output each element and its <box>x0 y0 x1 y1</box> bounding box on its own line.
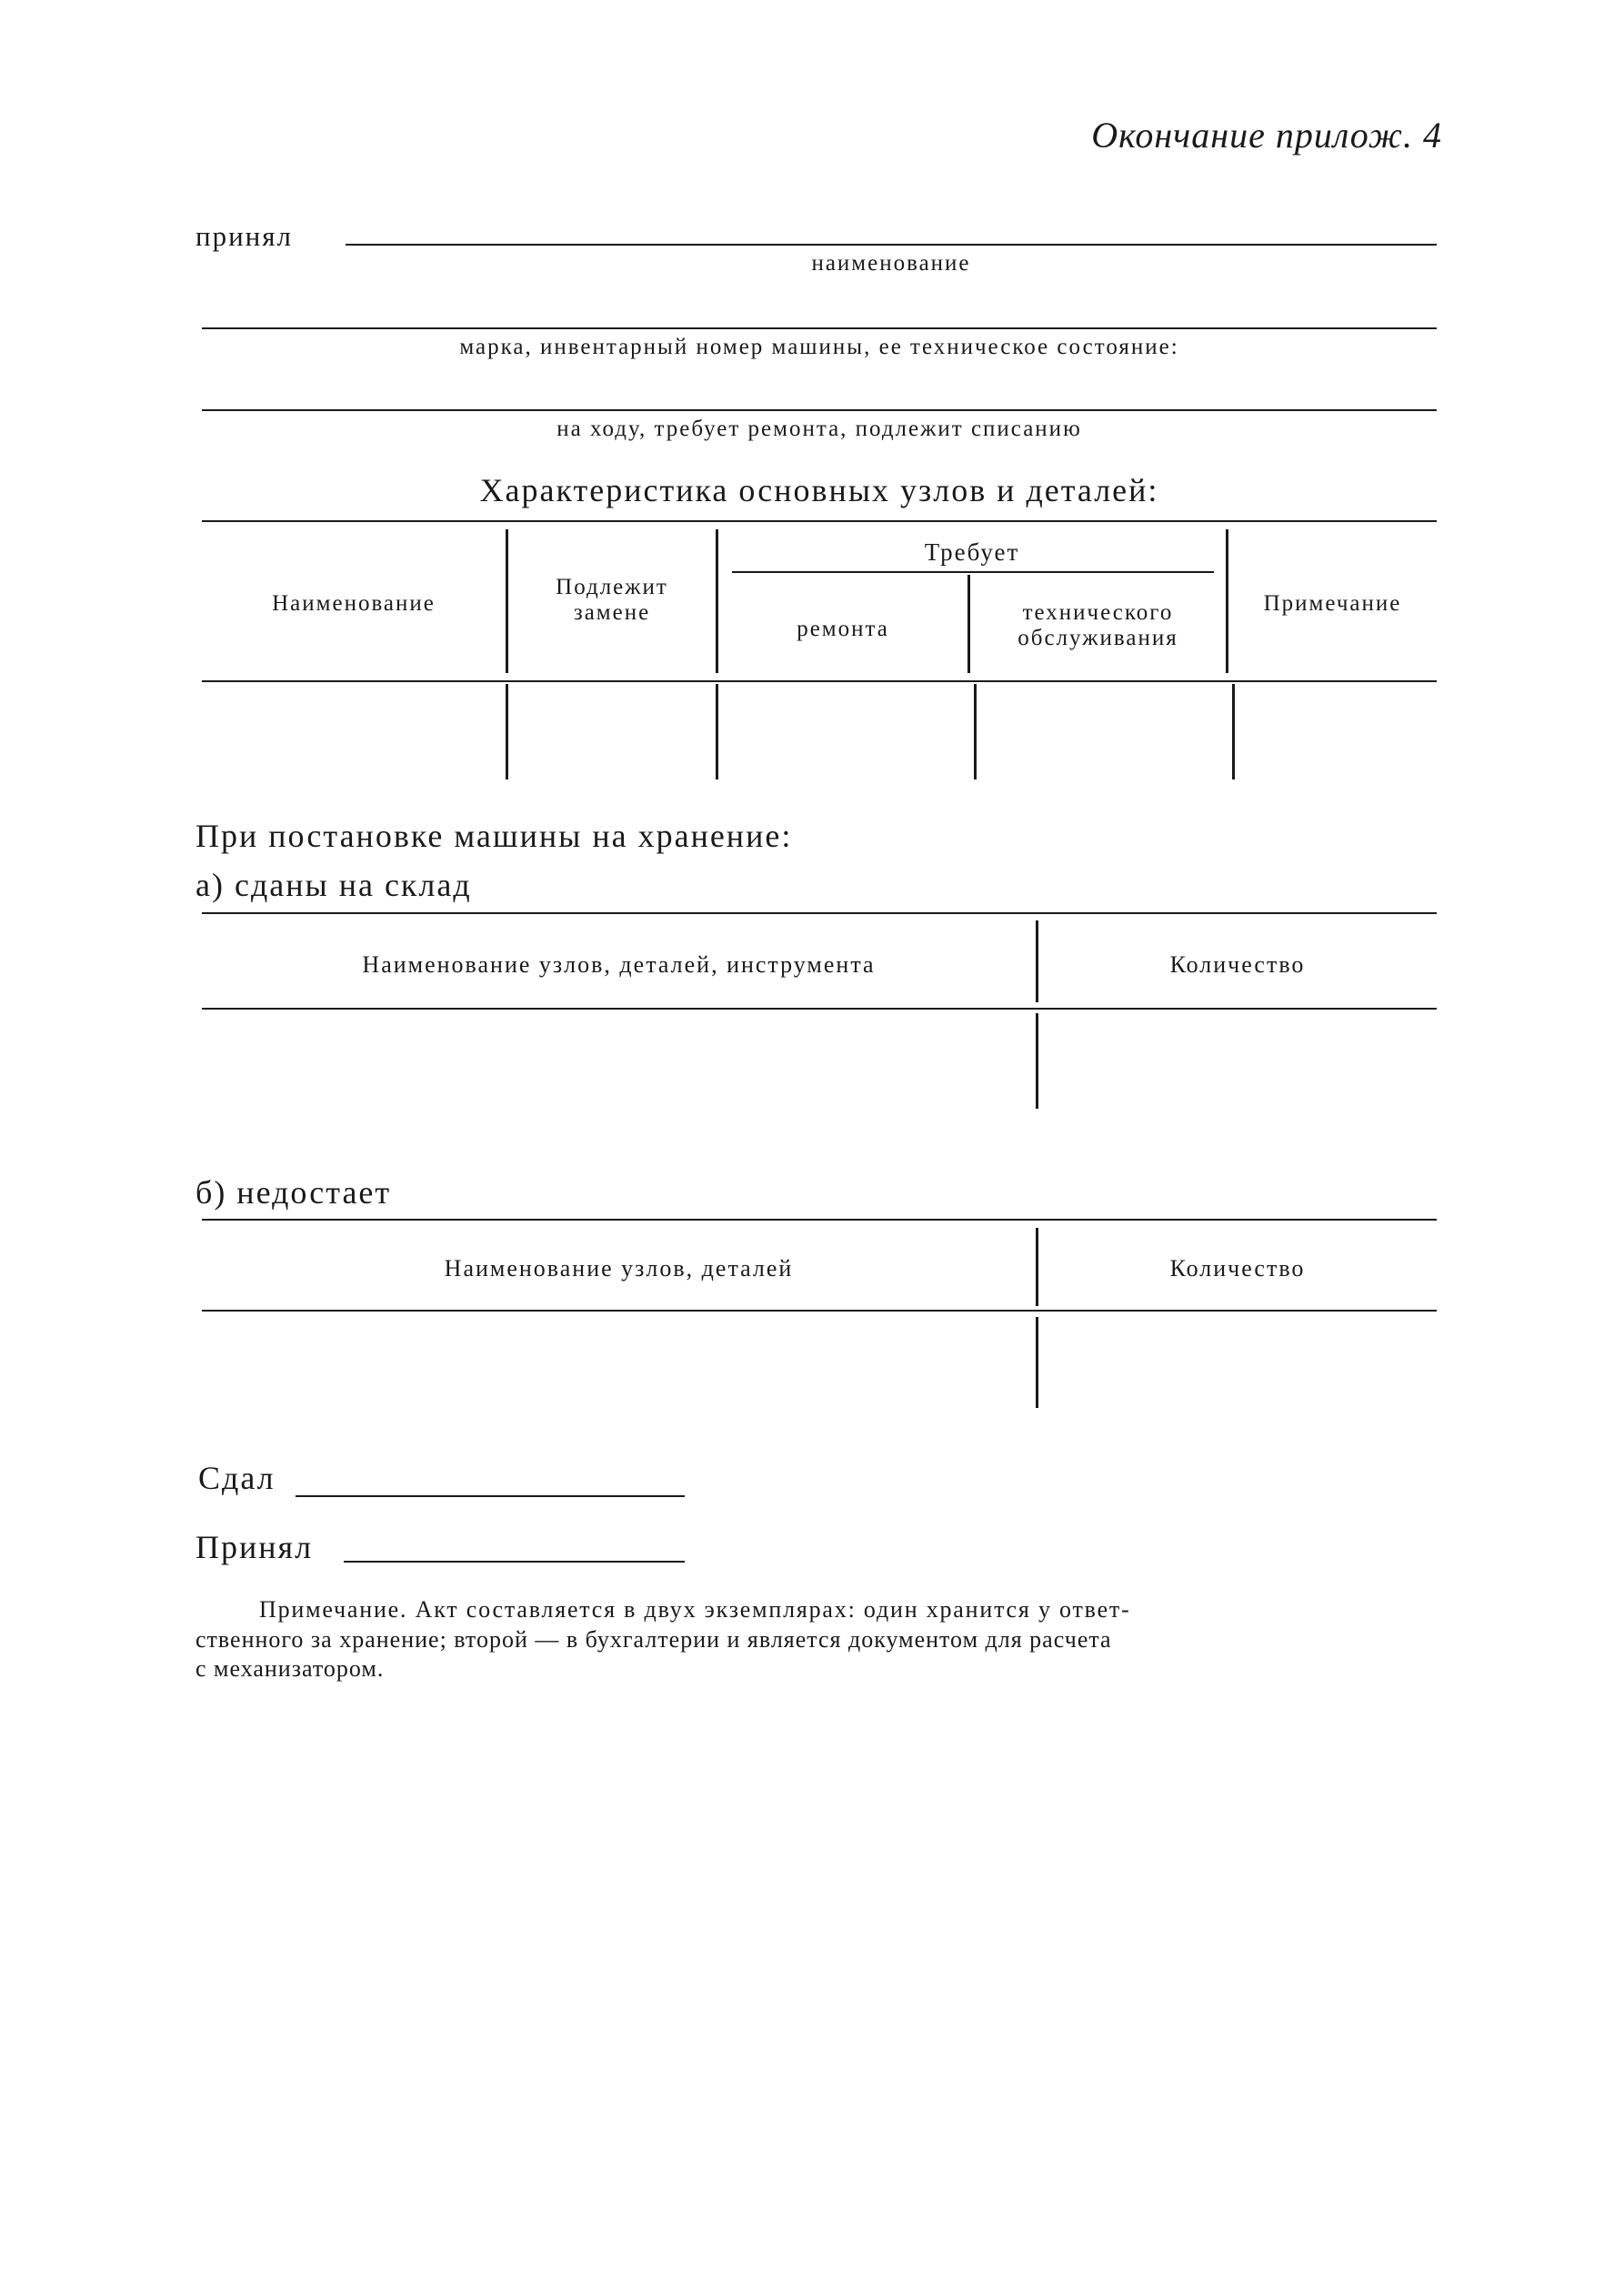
section-a-label: а) сданы на склад <box>195 867 472 903</box>
stored-col-qty: Количество <box>1169 951 1306 978</box>
col-note: Примечание <box>1263 591 1402 616</box>
note-line2: ственного за хранение; второй — в бухгалтерии и является документом для расчета <box>195 1626 1112 1653</box>
state-caption: на ходу, требует ремонта, подлежит списанию <box>556 417 1082 441</box>
note-line1: Примечание. Акт составляется в двух экземплярах: один хранится у ответ- <box>259 1596 1131 1623</box>
accepted-sign-label: Принял <box>195 1529 314 1565</box>
storage-intro: При постановке машины на хранение: <box>195 818 793 854</box>
col-tech-line2: обслуживания <box>1018 626 1178 650</box>
missing-col-name: Наименование узлов, деталей <box>444 1255 794 1282</box>
accepted-label: принял <box>195 220 293 252</box>
col-replace-line2: замене <box>573 600 651 625</box>
appendix-label: Окончание прилож. 4 <box>1091 115 1442 156</box>
state-line <box>202 409 1437 411</box>
stored-col-name: Наименование узлов, деталей, инструмента <box>362 951 876 978</box>
col-tech-line1: технического <box>1022 600 1174 625</box>
brand-line <box>202 327 1437 329</box>
col-replace-line1: Подлежит <box>556 575 668 599</box>
name-caption: наименование <box>811 251 971 276</box>
brand-caption: марка, инвентарный номер машины, ее техническое состояние: <box>459 335 1179 359</box>
note-line3: с механизатором. <box>195 1655 385 1682</box>
col-repair: ремонта <box>797 617 889 641</box>
missing-col-qty: Количество <box>1169 1255 1306 1282</box>
section-b-label: б) недостает <box>195 1174 392 1211</box>
col-requires: Требует <box>924 538 1020 566</box>
handed-over-line <box>296 1495 685 1497</box>
accepted-line <box>346 244 1437 246</box>
col-name: Наименование <box>272 591 436 616</box>
accepted-sign-line <box>344 1561 685 1563</box>
handed-over-label: Сдал <box>198 1460 276 1496</box>
characteristics-title: Характеристика основных узлов и деталей: <box>479 472 1159 508</box>
